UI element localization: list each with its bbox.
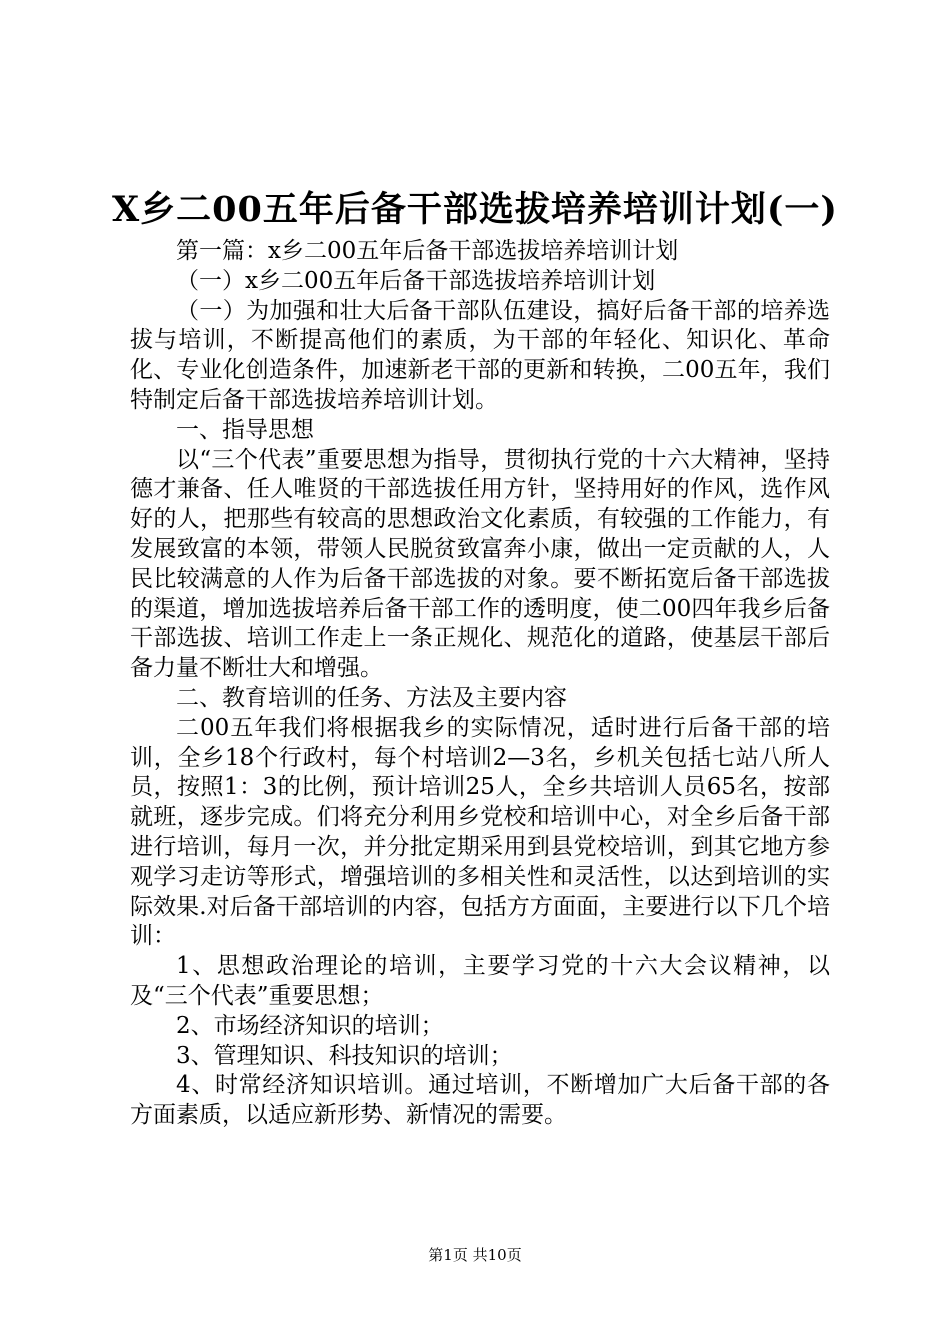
- list-item-1: 1、思想政治理论的培训，主要学习党的十六大会议精神，以及“三个代表”重要思想；: [130, 953, 830, 1009]
- intro-paragraph: （一）为加强和壮大后备干部队伍建设，搞好后备干部的培养选拔与培训，不断提高他们的素质，为干部的年轻化、知识化、革命化、专业化创造条件，加速新老干部的更新和转换，二00五年，我们特制定后备干部选拔培养培训计划。: [130, 297, 830, 413]
- guiding-thought-paragraph: 以“三个代表”重要思想为指导，贯彻执行党的十六大精神，坚持德才兼备、任人唯贤的干部选拔任用方针，坚持用好的作风，选作风好的人，把那些有较高的思想政治文化素质，有较强的工作能力，有发展致富的本领，带领人民脱贫致富奔小康，做出一定贡献的人，人民比较满意的人作为后备干部选拔的对象。要不断拓宽后备干部选拔的渠道，增加选拔培养后备干部工作的透明度，使二00四年我乡后备干部选拔、培训工作走上一条正规化、规范化的道路，使基层干部后备力量不断壮大和增强。: [130, 446, 830, 682]
- heading-guiding-thought: 一、指导思想: [176, 416, 314, 443]
- training-tasks-paragraph: 二00五年我们将根据我乡的实际情况，适时进行后备干部的培训，全乡18个行政村，每个村培训2—3名，乡机关包括七站八所人员，按照1：3的比例，预计培训25人，全乡共培训人员65名，按部就班，逐步完成。们将充分利用乡党校和培训中心，对全乡后备干部进行培训，每月一次，并分批定期采用到县党校培训，到其它地方参观学习走访等形式，增强培训的多相关性和灵活性，以达到培训的实际效果.对后备干部培训的内容，包括方方面面，主要进行以下几个培训：: [130, 714, 830, 950]
- heading-training-tasks: 二、教育培训的任务、方法及主要内容: [176, 684, 567, 711]
- list-item-2: 2、市场经济知识的培训；: [176, 1012, 444, 1039]
- document-title: X乡二00五年后备干部选拔培养培训计划(一): [112, 189, 838, 230]
- list-item-3: 3、管理知识、科技知识的培训；: [176, 1042, 513, 1069]
- subtitle-line: （一）x乡二00五年后备干部选拔培养培训计划: [176, 267, 656, 294]
- document-body: [130, 237, 830, 1131]
- list-item-4: 4、时常经济知识培训。通过培训，不断增加广大后备干部的各方面素质，以适应新形势、新情况的需要。: [130, 1072, 830, 1129]
- page-footer: 第1页 共10页: [428, 1246, 522, 1264]
- section-heading-first: 第一篇：x乡二00五年后备干部选拔培养培训计划: [176, 238, 679, 264]
